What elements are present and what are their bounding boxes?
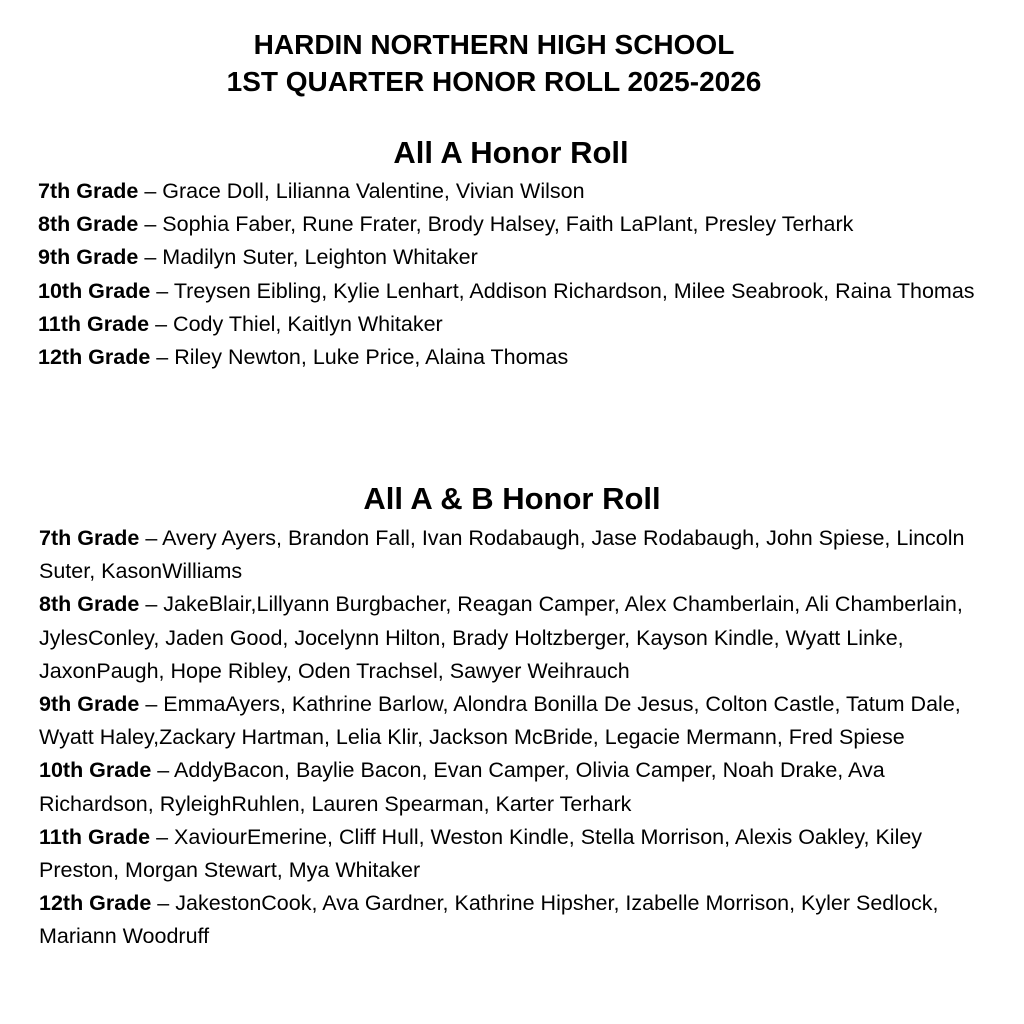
student-names: – Riley Newton, Luke Price, Alaina Thomas [150,345,569,370]
grade-label: 9th Grade [38,245,139,270]
student-names: – Cody Thiel, Kaitlyn Whitaker [149,311,443,336]
honor-roll-entry [38,175,1018,208]
honor-roll-entry [39,688,999,754]
honor-roll-entry [39,754,999,820]
student-names: – JakestonCook, Ava Gardner, Kathrine Hipsher, Izabelle Morrison, Kyler Sedlock, Mariann Woodruff [39,891,939,949]
honor-roll-entry [39,887,999,953]
grade-label: 9th Grade [39,692,140,717]
honor-roll-entry [39,821,999,887]
all-a-honor-roll-list [38,175,1018,374]
honor-roll-period-heading: 1ST QUARTER HONOR ROLL 2025-2026 [226,66,762,97]
all-a-b-honor-roll-list [39,522,999,954]
student-names: – Sophia Faber, Rune Frater, Brody Halsey, Faith LaPlant, Presley Terhark [138,212,854,237]
student-names: – Avery Ayers, Brandon Fall, Ivan Rodabaugh, Jase Rodabaugh, John Spiese, Lincoln Suter, KasonWilliams [39,526,965,584]
student-names: – EmmaAyers, Kathrine Barlow, Alondra Bonilla De Jesus, Colton Castle, Tatum Dale, Wyatt Haley,Zackary Hartman, Lelia Klir, Jackson McBride, Legacie Mermann, Fred Spiese [39,692,961,750]
student-names: – Treysen Eibling, Kylie Lenhart, Addison Richardson, Milee Seabrook, Raina Thomas [150,278,975,303]
all-a-b-honor-roll-title: All A & B Honor Roll [363,481,661,516]
student-names: – Grace Doll, Lilianna Valentine, Vivian Wilson [138,179,585,203]
honor-roll-entry [39,588,999,688]
honor-roll-entry [38,308,1018,341]
student-names: – Madilyn Suter, Leighton Whitaker [138,245,478,270]
grade-label: 11th Grade [39,824,151,849]
all-a-honor-roll-title: All A Honor Roll [393,135,629,170]
honor-roll-entry [38,341,1018,374]
grade-label: 10th Grade [39,758,152,783]
grade-label: 7th Grade [39,526,140,550]
honor-roll-entry [39,522,999,588]
honor-roll-entry [38,241,1018,274]
grade-label: 10th Grade [38,278,151,303]
grade-label: 7th Grade [38,179,139,203]
grade-label: 12th Grade [39,891,152,916]
honor-roll-entry [38,208,1018,241]
grade-label: 11th Grade [38,311,150,336]
student-names: – AddyBacon, Baylie Bacon, Evan Camper, Olivia Camper, Noah Drake, Ava Richardson, RyleighRuhlen, Lauren Spearman, Karter Terhark [39,758,885,816]
school-name-heading: HARDIN NORTHERN HIGH SCHOOL [253,29,735,60]
grade-label: 8th Grade [38,212,139,237]
honor-roll-entry [38,275,1018,308]
student-names: – JakeBlair,Lillyann Burgbacher, Reagan Camper, Alex Chamberlain, Ali Chamberlain, JylesConley, Jaden Good, Jocelynn Hilton, Brady Holtzberger, Kayson Kindle, Wyatt Linke, JaxonPaugh, Hope Ribley, Oden Trachsel, Sawyer Weihrauch [39,592,963,683]
grade-label: 12th Grade [38,345,151,370]
student-names: – XaviourEmerine, Cliff Hull, Weston Kindle, Stella Morrison, Alexis Oakley, Kiley Preston, Morgan Stewart, Mya Whitaker [39,824,923,883]
grade-label: 8th Grade [39,592,140,617]
